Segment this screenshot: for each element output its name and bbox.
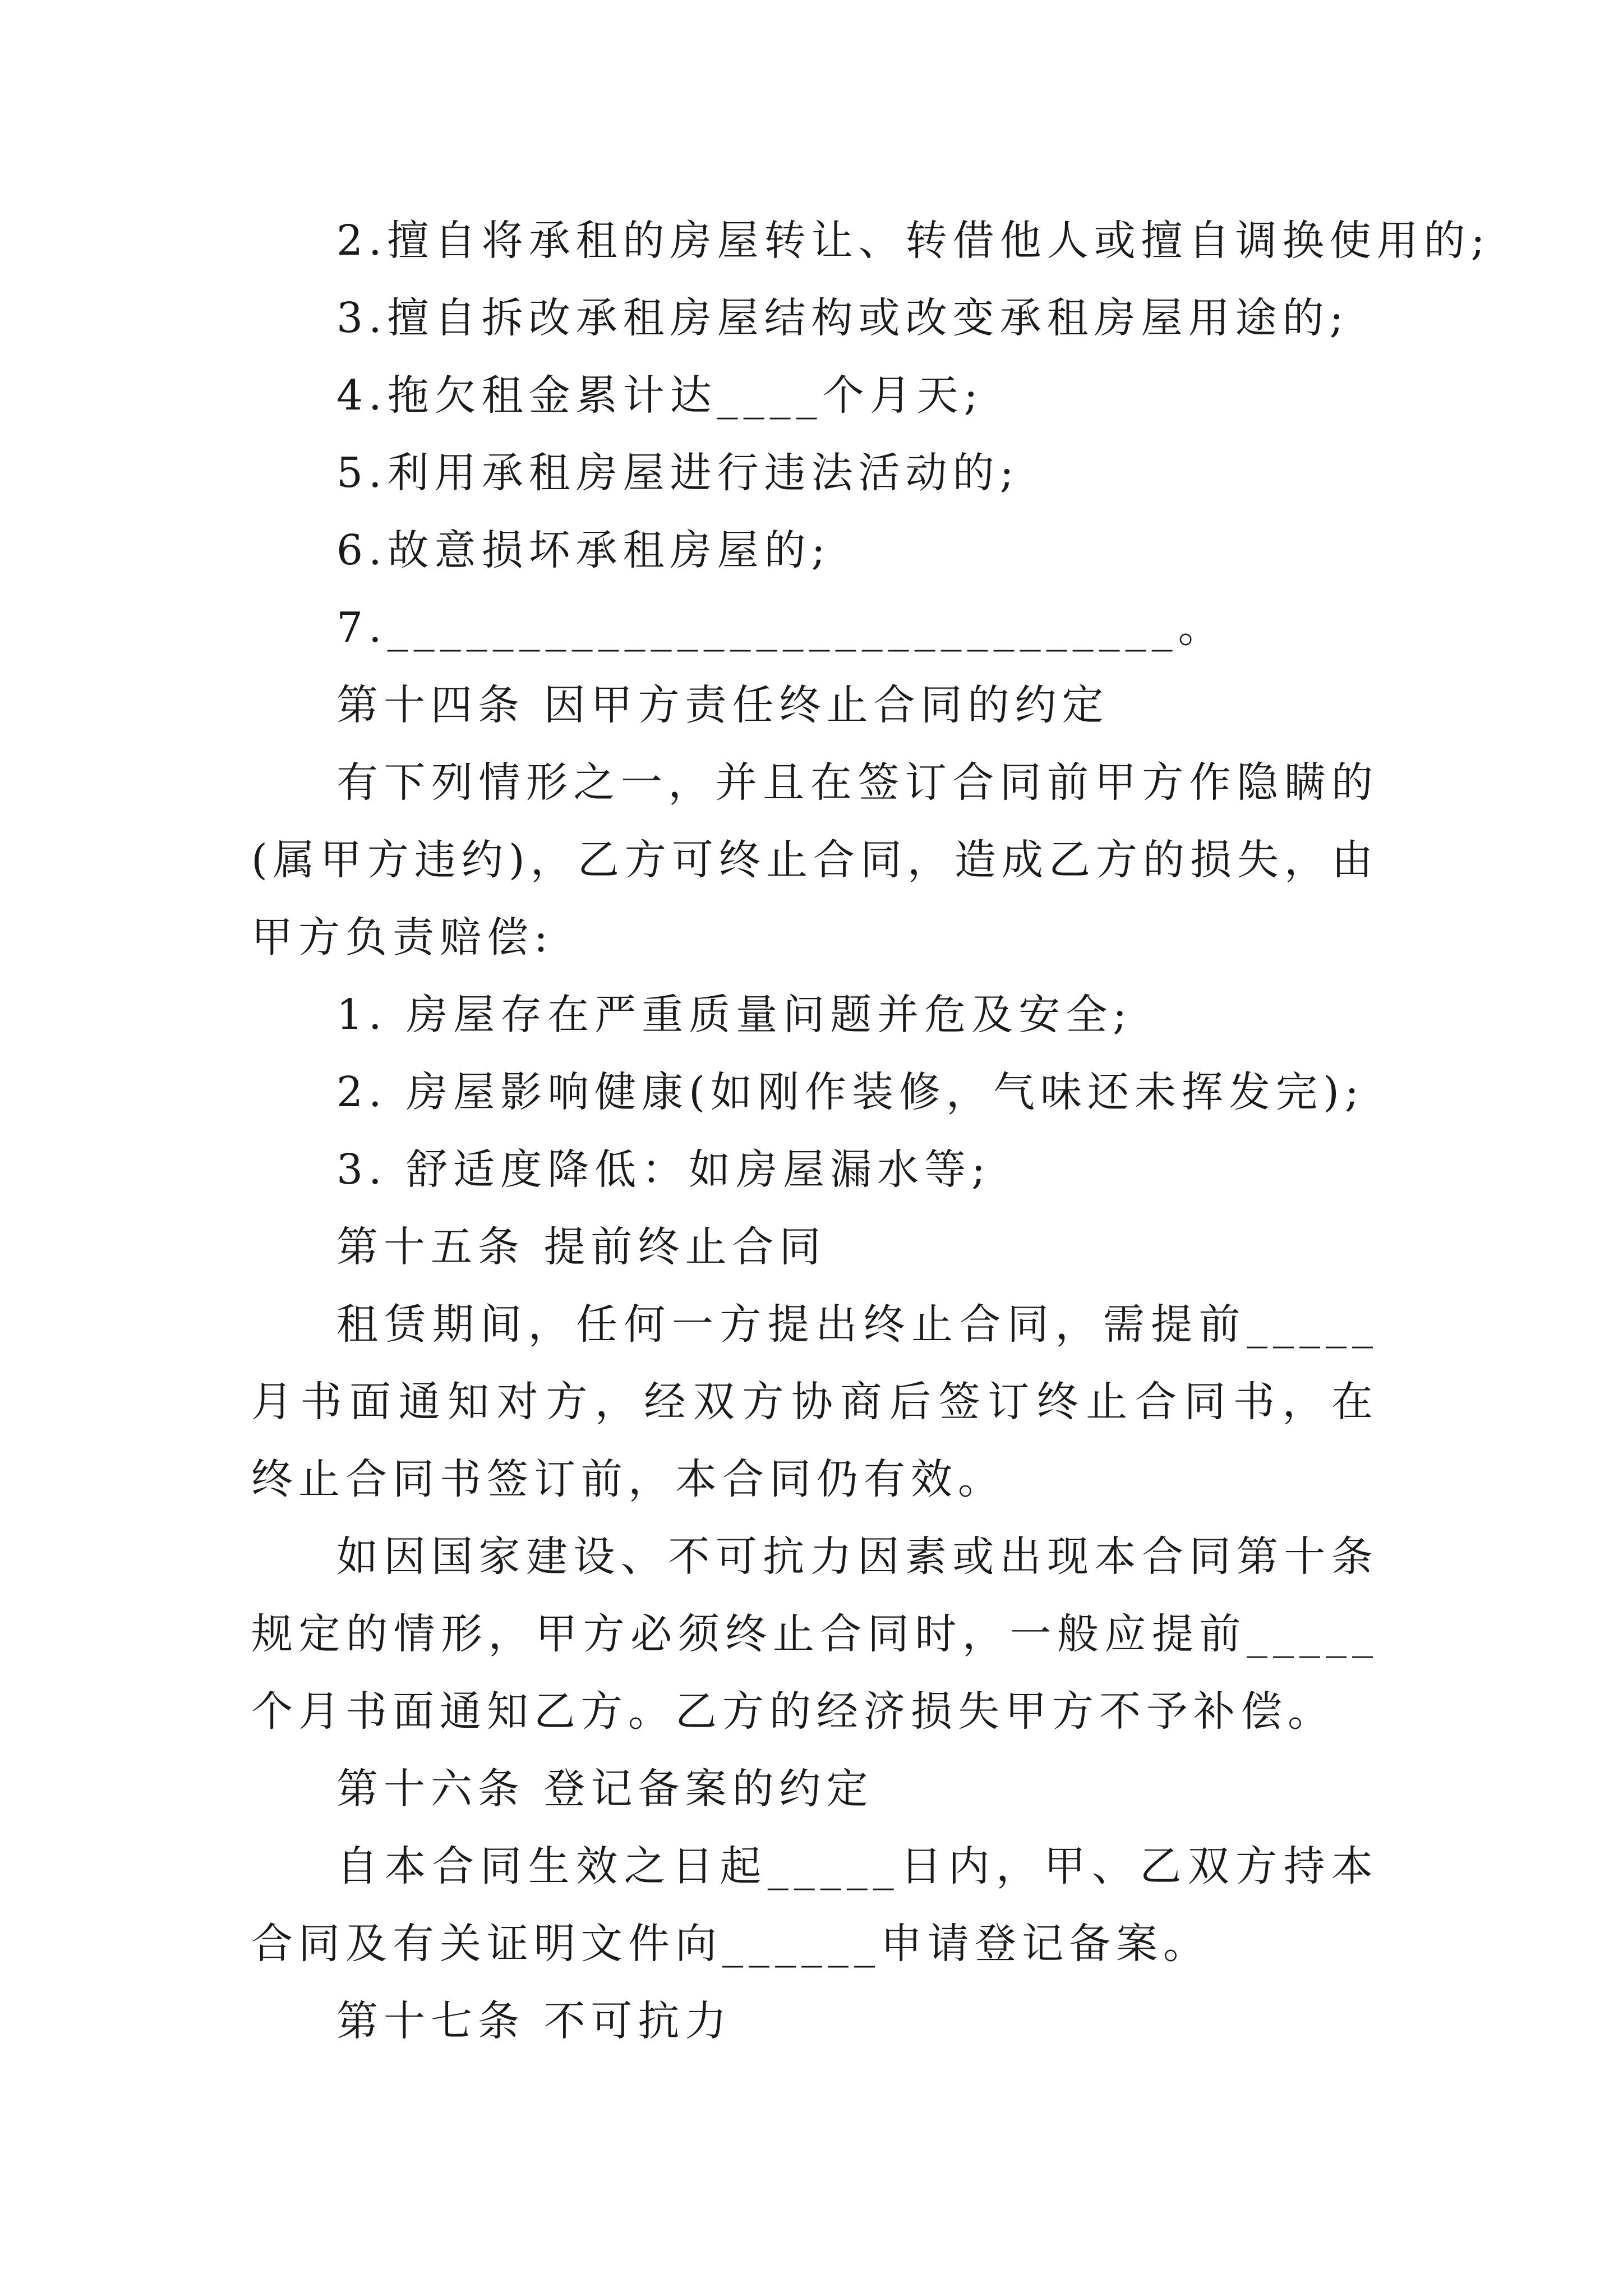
- clause-item-4: 4.拖欠租金累计达____个月天;: [336, 371, 984, 420]
- article-14-item-3: 3. 舒适度降低：如房屋漏水等;: [336, 1145, 992, 1194]
- clause-item-7: 7.______________________________。: [336, 604, 1225, 652]
- article-15-paragraph-1: 租赁期间，任何一方提出终止合同，需提前_____月书面通知对方，经双方协商后签订终止合同书，在终止合同书签订前，本合同仍有效。: [251, 1300, 1378, 1503]
- article-14-heading: 第十四条 因甲方责任终止合同的约定: [336, 681, 1109, 729]
- article-14-item-1: 1. 房屋存在严重质量问题并危及安全;: [336, 991, 1133, 1039]
- clause-item-2: 2.擅自将承租的房屋转让、转借他人或擅自调换使用的;: [336, 217, 1491, 265]
- article-15-paragraph-2: 如因国家建设、不可抗力因素或出现本合同第十条规定的情形，甲方必须终止合同时，一般应提前_____个月书面通知乙方。乙方的经济损失甲方不予补偿。: [251, 1533, 1378, 1736]
- article-14-paragraph: 有下列情形之一，并且在签订合同前甲方作隐瞒的(属甲方违约)，乙方可终止合同，造成乙方的损失，由甲方负责赔偿:: [251, 758, 1378, 961]
- article-16-paragraph: 自本合同生效之日起_____日内，甲、乙双方持本合同及有关证明文件向______申请登记备案。: [251, 1842, 1378, 1968]
- article-15-heading: 第十五条 提前终止合同: [336, 1223, 827, 1271]
- article-14-item-2: 2. 房屋影响健康(如刚作装修，气味还未挥发完);: [336, 1068, 1364, 1116]
- clause-item-6: 6.故意损坏承租房屋的;: [336, 526, 831, 574]
- document-body: [251, 202, 1491, 2060]
- article-17-heading: 第十七条 不可抗力: [336, 1997, 732, 2045]
- article-16-heading: 第十六条 登记备案的约定: [336, 1765, 874, 1813]
- clause-item-5: 5.利用承租房屋进行违法活动的;: [336, 449, 1020, 497]
- clause-item-3: 3.擅自拆改承租房屋结构或改变承租房屋用途的;: [336, 294, 1349, 342]
